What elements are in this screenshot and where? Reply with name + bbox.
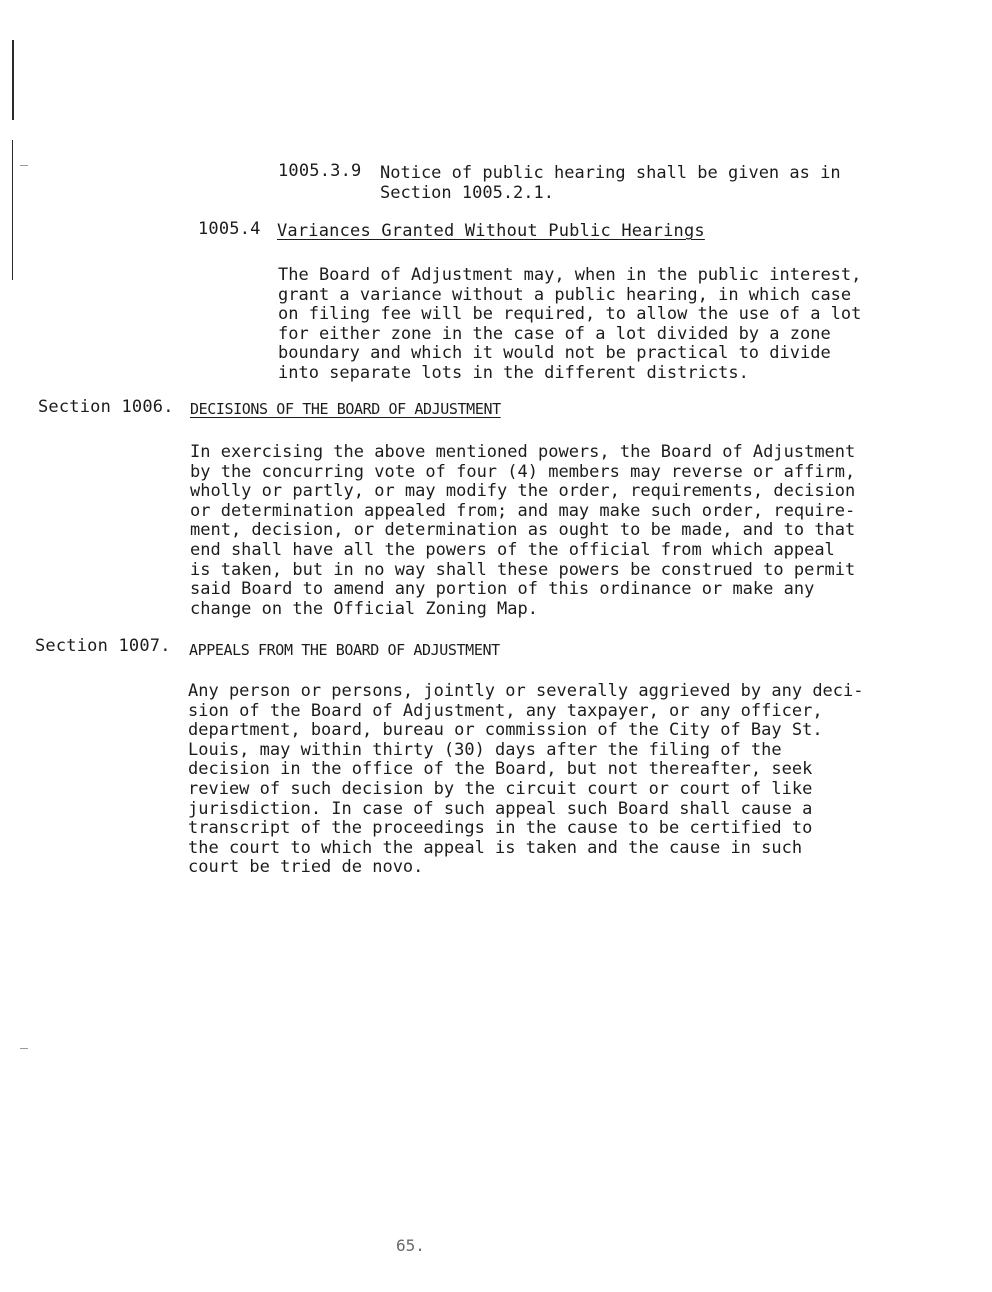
text-line: jurisdiction. In case of such appeal such Board shall cause a [188, 798, 813, 819]
text-line: for either zone in the case of a lot divided by a zone [278, 323, 831, 344]
text-line: The Board of Adjustment may, when in the public interest, [278, 265, 862, 285]
item-text-1005-3-9 [380, 164, 841, 203]
text-line: Any person or persons, jointly or severally aggrieved by any deci- [188, 681, 864, 701]
text-line: court be tried de novo. [188, 857, 424, 878]
text-line: said Board to amend any portion of this ordinance or make any [190, 579, 815, 600]
item-number-1005-4: 1005.4 [198, 219, 261, 239]
text-line: ment, decision, or determination as ought to be made, and to that [190, 520, 856, 541]
text-line: or determination appealed from; and may make such order, require- [190, 500, 856, 521]
scan-edge-line [12, 140, 13, 280]
scan-edge-line [12, 40, 14, 120]
text-line: wholly or partly, or may modify the order, requirements, decision [190, 481, 856, 502]
text-line: sion of the Board of Adjustment, any taxpayer, or any officer, [188, 700, 823, 721]
text-line: the court to which the appeal is taken and the cause in such [188, 837, 803, 858]
item-number-1005-3-9: 1005.3.9 [278, 161, 362, 181]
text-line: department, board, bureau or commission of the City of Bay St. [188, 720, 823, 741]
scan-mark [20, 165, 28, 166]
section-heading-1006: DECISIONS OF THE BOARD OF ADJUSTMENT [190, 400, 501, 418]
text-line: Section 1005.2.1. [380, 182, 554, 203]
text-line: Notice of public hearing shall be given as in [380, 163, 841, 183]
section-label-1007: Section 1007. [35, 636, 171, 656]
scan-mark [20, 1048, 28, 1049]
text-line: into separate lots in the different districts. [278, 362, 749, 383]
item-heading-1005-4: Variances Granted Without Public Hearings [277, 221, 705, 241]
section-heading-1007: APPEALS FROM THE BOARD OF ADJUSTMENT [189, 641, 500, 659]
text-line: by the concurring vote of four (4) members may reverse or affirm, [190, 461, 856, 482]
item-text-1005-4 [278, 266, 861, 384]
text-line: review of such decision by the circuit court or court of like [188, 778, 813, 799]
text-line: grant a variance without a public hearing, in which case [278, 284, 852, 305]
text-line: decision in the office of the Board, but not thereafter, seek [188, 759, 813, 780]
text-line: In exercising the above mentioned powers, the Board of Adjustment [190, 442, 856, 462]
text-line: Louis, may within thirty (30) days after the filing of the [188, 739, 782, 760]
section-label-1006: Section 1006. [38, 397, 174, 417]
section-text-1007 [188, 682, 864, 878]
page-number: 65. [396, 1236, 425, 1255]
section-text-1006 [190, 443, 855, 619]
text-line: change on the Official Zoning Map. [190, 598, 538, 619]
text-line: on filing fee will be required, to allow the use of a lot [278, 304, 862, 325]
text-line: end shall have all the powers of the official from which appeal [190, 539, 835, 560]
text-line: boundary and which it would not be practical to divide [278, 343, 831, 364]
text-line: is taken, but in no way shall these powers be construed to permit [190, 559, 856, 580]
text-line: transcript of the proceedings in the cause to be certified to [188, 818, 813, 839]
